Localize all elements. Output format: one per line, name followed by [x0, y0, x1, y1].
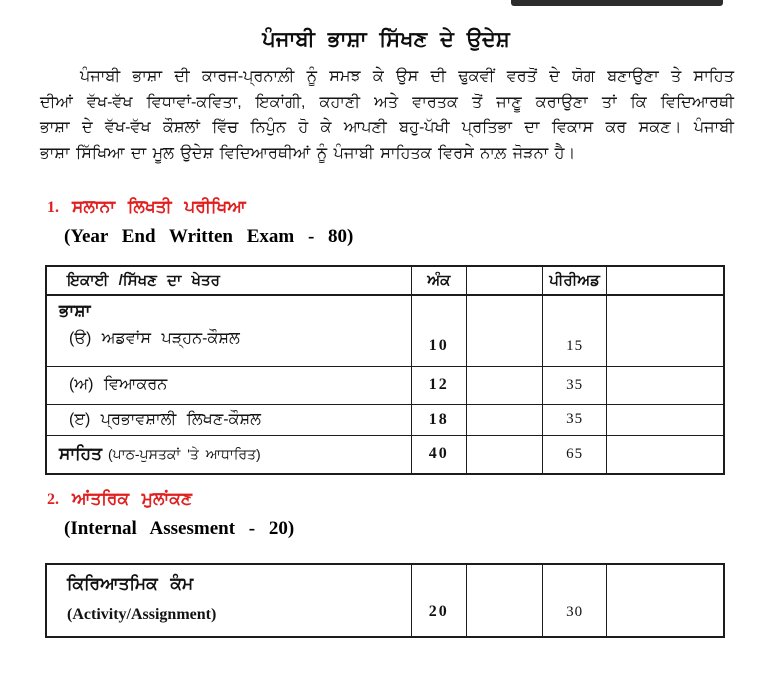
table-row — [46, 295, 724, 366]
internal-assessment-table — [45, 563, 725, 638]
empty-cell — [606, 435, 724, 474]
header-periods-cell: ਪੀਰੀਅਡ — [543, 266, 606, 295]
header-empty-cell — [466, 266, 542, 295]
row-label-cell — [46, 295, 411, 366]
written-exam-table — [45, 265, 725, 475]
row-label: (ੲ) ਪ੍ਰਭਾਵਸ਼ਾਲੀ ਲਿਖਣ-ਕੌਸ਼ਲ — [46, 404, 411, 435]
empty-cell — [466, 366, 542, 404]
table-footer-row — [46, 435, 724, 474]
footer-label-note: (ਪਾਠ-ਪੁਸਤਕਾਂ 'ਤੇ ਆਧਾਰਿਤ) — [107, 446, 261, 463]
row-label: (ੳ) ਅਡਵਾਂਸ ਪੜ੍ਹਨ-ਕੌਸ਼ਲ — [69, 330, 240, 347]
group-label: ਭਾਸ਼ਾ — [59, 301, 91, 320]
table-row — [46, 366, 724, 404]
section2-subheading: (Internal Assesment - 20) — [64, 518, 295, 539]
activity-label-english: (Activity/Assignment) — [67, 606, 217, 623]
footer-label-bold: ਸਾਹਿਤ — [59, 444, 102, 464]
periods-value: 65 — [543, 435, 606, 474]
empty-cell — [466, 295, 542, 366]
intro-line: ਦੀਆਂ ਵੱਖ-ਵੱਖ ਵਿਧਾਵਾਂ-ਕਵਿਤਾ, ਇਕਾਂਗੀ, ਕਹਾਣੀ ਅਤੇ ਵਾਰਤਕ ਤੋਂ ਜਾਣੂ ਕਰਾਉਣਾ ਤਾਂ ਕਿ ਵਿਦਿਆਰਥੀ — [40, 93, 734, 111]
header-empty-cell — [606, 266, 724, 295]
intro-paragraph — [40, 64, 734, 166]
marks-value: 40 — [411, 435, 466, 474]
header-unit-cell: ਇਕਾਈ /ਸਿੱਖਣ ਦਾ ਖੇਤਰ — [46, 266, 411, 295]
intro-line: ਭਾਸ਼ਾ ਸਿੱਖਿਆ ਦਾ ਮੂਲ ਉਦੇਸ਼ ਵਿਦਿਆਰਥੀਆਂ ਨੂੰ ਪੰਜਾਬੀ ਸਾਹਿਤਕ ਵਿਰਸੇ ਨਾਲ਼ ਜੋੜਨਾ ਹੈ। — [40, 144, 576, 162]
table-row — [46, 404, 724, 435]
section2-number: 2. — [47, 491, 59, 508]
empty-cell — [466, 564, 542, 637]
section1-number: 1. — [47, 199, 59, 216]
page-title: ਪੰਜਾਬੀ ਭਾਸ਼ਾ ਸਿੱਖਣ ਦੇ ਉਦੇਸ਼ — [262, 28, 510, 51]
periods-value: 15 — [543, 295, 606, 366]
marks-value: 10 — [411, 295, 466, 366]
intro-line: ਪੰਜਾਬੀ ਭਾਸ਼ਾ ਦੀ ਕਾਰਜ-ਪ੍ਰਨਾਲ਼ੀ ਨੂੰ ਸਮਝ ਕੇ ਉਸ ਦੀ ਢੁਕਵੀਂ ਵਰਤੋਂ ਦੇ ਯੋਗ ਬਣਾਉਣਾ ਤੇ ਸਾਹਿਤ — [80, 68, 734, 85]
activity-label-punjabi: ਕਿਰਿਆਤਮਿਕ ਕੰਮ — [67, 574, 194, 593]
table-header-row — [46, 266, 724, 295]
window-edge-bar — [511, 0, 723, 6]
activity-label-cell — [46, 564, 411, 637]
section2-heading-text: ਆਂਤਰਿਕ ਮੁਲਾਂਕਣ — [72, 489, 192, 508]
empty-cell — [466, 435, 542, 474]
footer-label-cell — [46, 435, 411, 474]
section2-heading — [47, 489, 192, 509]
section1-subheading: (Year End Written Exam - 80) — [64, 226, 354, 247]
section1-heading — [47, 197, 246, 217]
section1-heading-text: ਸਲਾਨਾ ਲਿਖਤੀ ਪਰੀਖਿਆ — [72, 197, 246, 216]
periods-value: 35 — [543, 404, 606, 435]
intro-line: ਭਾਸ਼ਾ ਦੇ ਵੱਖ-ਵੱਖ ਕੌਸ਼ਲਾਂ ਵਿੱਚ ਨਿਪੁੰਨ ਹੋ ਕੇ ਆਪਣੀ ਬਹੁ-ਪੱਖੀ ਪ੍ਰਤਿਭਾ ਦਾ ਵਿਕਾਸ ਕਰ ਸਕਣ। ਪੰਜਾਬੀ — [40, 119, 734, 136]
marks-value: 12 — [411, 366, 466, 404]
row-label: (ਅ) ਵਿਆਕਰਨ — [46, 366, 411, 404]
empty-cell — [606, 366, 724, 404]
table-row — [46, 564, 724, 637]
marks-value: 20 — [411, 564, 466, 637]
empty-cell — [606, 295, 724, 366]
header-marks-cell: ਅੰਕ — [411, 266, 466, 295]
empty-cell — [606, 404, 724, 435]
empty-cell — [606, 564, 724, 637]
empty-cell — [466, 404, 542, 435]
periods-value: 35 — [543, 366, 606, 404]
marks-value: 18 — [411, 404, 466, 435]
periods-value: 30 — [543, 564, 606, 637]
